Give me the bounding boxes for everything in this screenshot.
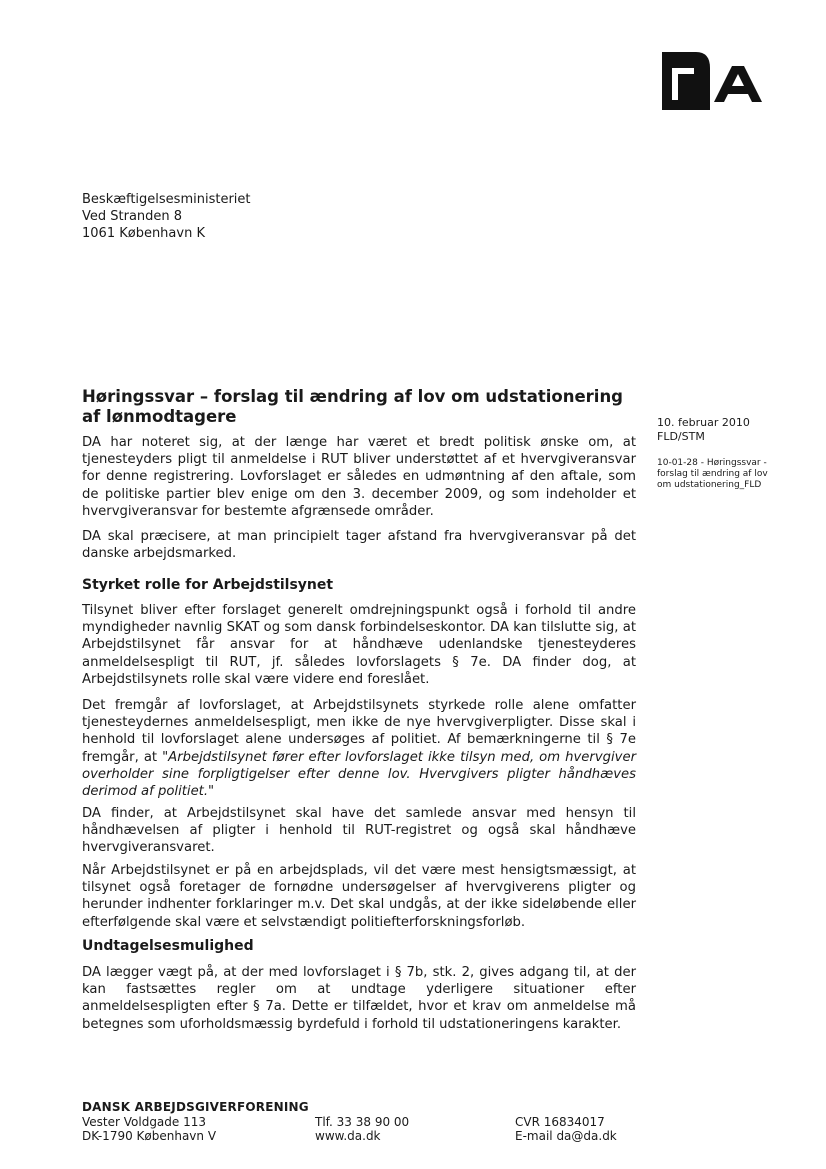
paragraph: Når Arbejdstilsynet er på en arbejdsplads, vil det være mest hensigtsmæssigt, at tilsynet også foretager de fornødne undersøgelser af hvervgiverens pligter og herunder indhenter forklaringer m.v. Det skal undgås, at der ikke sideløbende eller efterfølgende skal være et selvstændigt politiefterforskningsforløb. — [82, 863, 636, 930]
section-heading: Styrket rolle for Arbejdstilsynet — [82, 577, 334, 593]
footer-organization: DANSK ARBEJDSGIVERFORENING — [82, 1100, 309, 1114]
footer-website-link[interactable]: www.da.dk — [315, 1129, 381, 1143]
recipient-line: Beskæftigelsesministeriet — [82, 192, 251, 207]
footer-city: DK-1790 København V — [82, 1129, 217, 1143]
file-reference-line: forslag til ændring af lov — [657, 469, 768, 479]
paragraph: DA har noteret sig, at der længe har været et bredt politisk ønske om, at tjenesteyders pligt til anmeldelse i RUT bliver understøttet af et hvervgiveransvar for denne registrering. Lovforslaget er således en udmøntning af den aftale, som de politiske partier blev enige om den 3. december 2009, og som indeholder et hvervgiveransvar for bestemte afgrænsede områder. — [82, 435, 636, 519]
paragraph: DA skal præcisere, at man principielt tager afstand fra hvervgiveransvar på det danske arbejdsmarked. — [82, 529, 636, 562]
footer-street: Vester Voldgade 113 — [82, 1115, 207, 1129]
footer-phone: Tlf. 33 38 90 00 — [315, 1115, 410, 1129]
file-reference-line: om udstationering_FLD — [657, 480, 762, 490]
recipient-address — [82, 191, 251, 242]
letter-reference: FLD/STM — [657, 430, 705, 443]
letter-date: 10. februar 2010 — [657, 416, 750, 429]
paragraph: Tilsynet bliver efter forslaget generelt omdrejningspunkt også i forhold til andre myndigheder navnlig SKAT og som dansk forbindelseskontor. DA kan tilslutte sig, at Arbejdstilsynet får ansvar for at håndhæve udenlandske tjenesteyderes anmeldelsespligt til RUT, jf. således lovforslagets § 7e. DA finder dog, at Arbejdstilsynets rolle skal være videre end foreslået. — [82, 603, 636, 687]
recipient-line: 1061 København K — [82, 226, 205, 241]
document-title: Høringssvar – forslag til ændring af lov om udstationering af lønmodtagere — [82, 387, 623, 426]
recipient-line: Ved Stranden 8 — [82, 209, 183, 224]
da-logo — [662, 52, 770, 110]
paragraph — [82, 697, 636, 800]
file-reference-line: 10-01-28 - Høringssvar - — [657, 458, 767, 468]
quotation: "Arbejdstilsynet fører efter lovforslaget ikke tilsyn med, om hvervgiver overholder sine forpligtigelser efter denne lov. Hvervgivers pligter håndhæves derimod af politiet." — [82, 749, 637, 800]
section-heading: Undtagelsesmulighed — [82, 938, 254, 954]
paragraph: DA finder, at Arbejdstilsynet skal have det samlede ansvar med hensyn til håndhævelsen af pligter i henhold til RUT-registret og også skal håndhæve hvervgiveransvaret. — [82, 806, 636, 856]
paragraph-text: Det fremgår af lovforslaget, at Arbejdstilsynets styrkede rolle alene omfatter tjenesteydernes anmeldelsespligt, men ikke de nye hvervgiverpligter. Disse skal i henhold til lovforslaget alene undersøges af politiet. Af bemærkningerne til § 7e fremgår, at — [82, 698, 636, 765]
footer-email-link[interactable]: E-mail da@da.dk — [515, 1129, 617, 1143]
paragraph: DA lægger vægt på, at der med lovforslaget i § 7b, stk. 2, gives adgang til, at der kan fastsættes regler om at undtage yderligere situationer efter anmeldelsespligten efter § 7a. Dette er tilfældet, hvor et krav om anmeldelse må betegnes som uforholdsmæssig byrdefuld i forhold til udstationeringens karakter. — [82, 965, 636, 1032]
file-reference — [657, 458, 768, 491]
footer-cvr: CVR 16834017 — [515, 1115, 605, 1129]
